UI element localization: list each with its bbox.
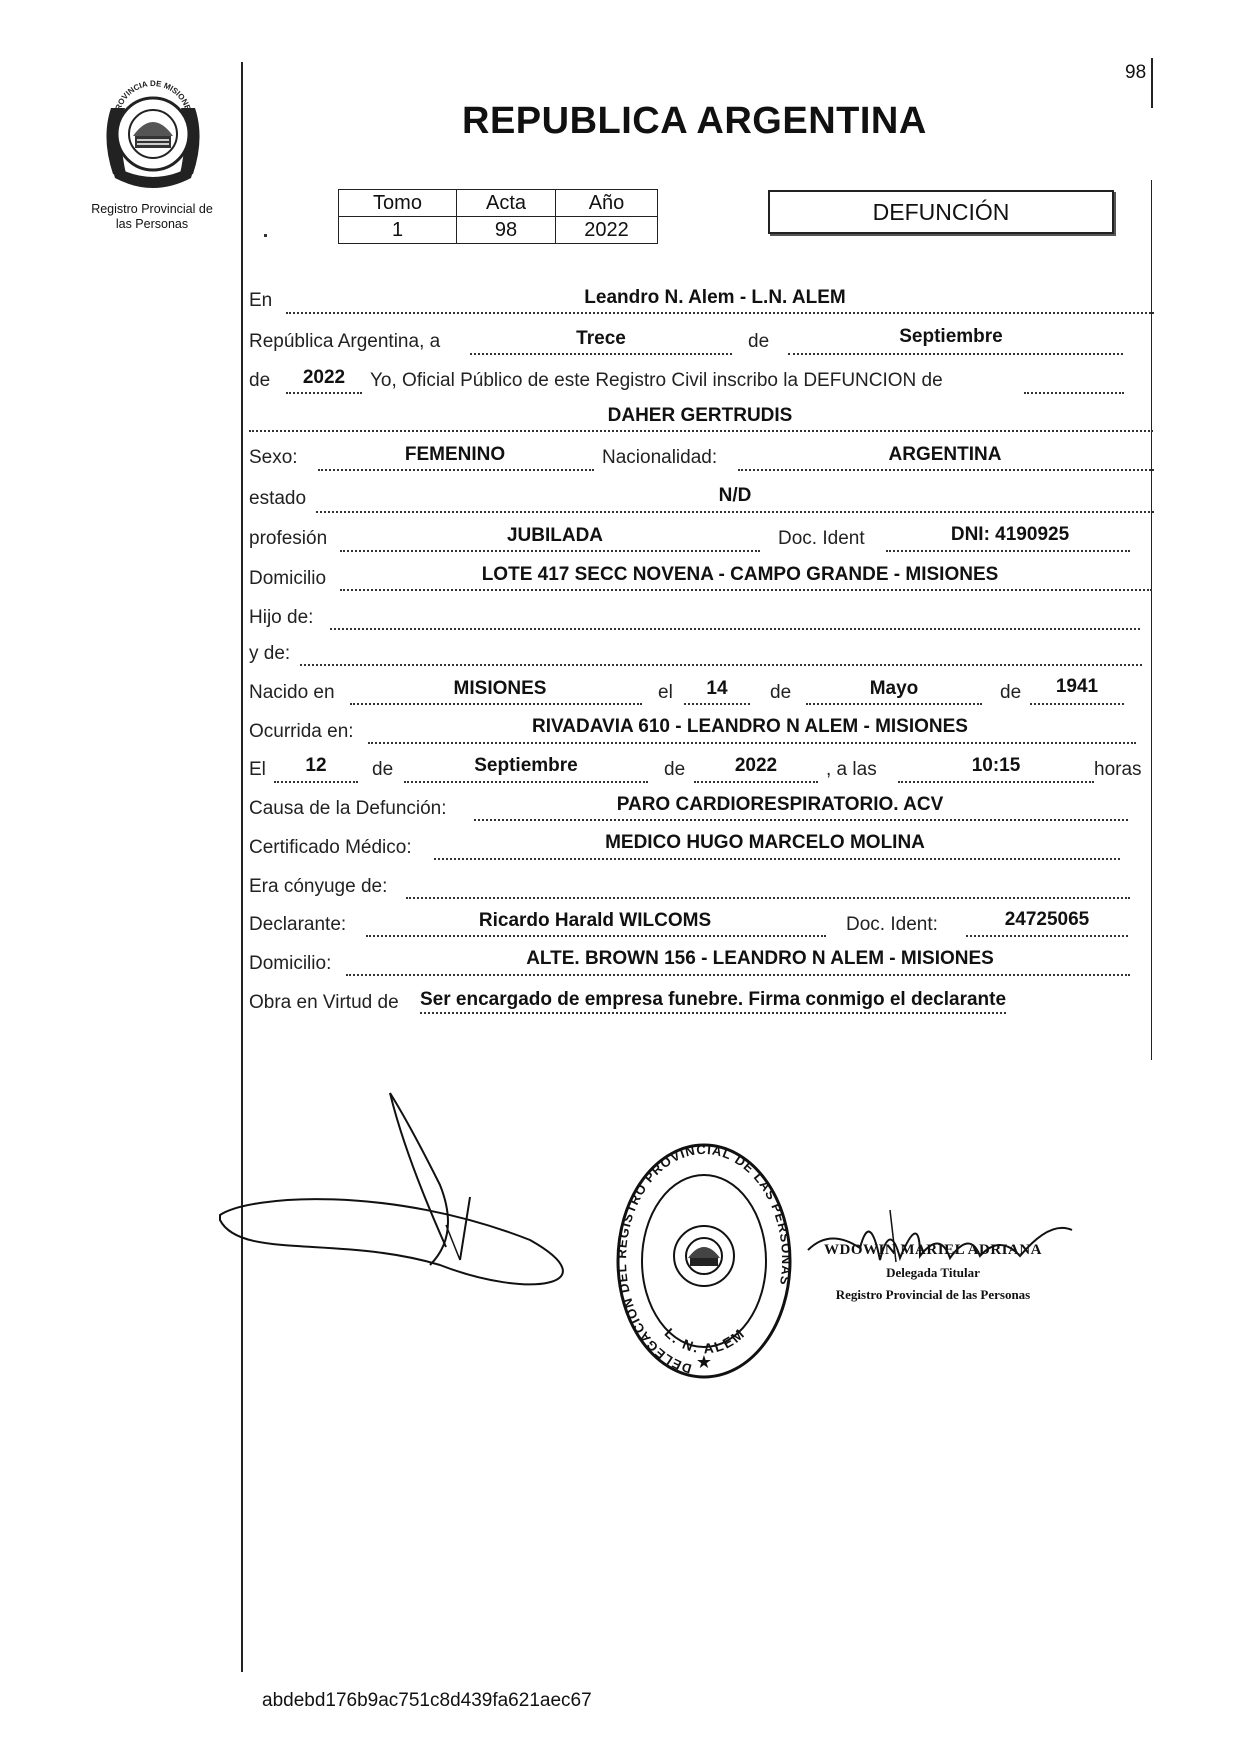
value-nacido-anio: 1941 (1055, 676, 1099, 697)
right-margin-line (1151, 58, 1153, 108)
svg-text:L. N. ALEM: L. N. ALEM (661, 1324, 749, 1357)
value-certificado: MEDICO HUGO MARCELO MOLINA (605, 832, 925, 853)
record-header-anio: Año (556, 190, 658, 217)
declarant-signature (210, 1085, 590, 1325)
value-declarante-domicilio: ALTE. BROWN 156 - LEANDRO N ALEM - MISIONES (526, 948, 994, 969)
record-value-acta: 98 (457, 217, 556, 244)
label-profesion: profesión (249, 528, 328, 549)
dotted-line (966, 935, 1128, 937)
record-header-acta: Acta (457, 190, 556, 217)
label-el: el (658, 682, 673, 703)
signatory-name: WDOWIN MARIEL ADRIANA (823, 1242, 1043, 1258)
dotted-line (340, 589, 1152, 591)
act-type-label: DEFUNCIÓN (872, 199, 1010, 225)
dotted-line (684, 703, 750, 705)
page-number: 98 (1125, 62, 1147, 83)
value-declarante: Ricardo Harald WILCOMS (478, 910, 712, 931)
official-stamp (612, 1140, 796, 1382)
label-doc-ident-declarante: Doc. Ident: (846, 914, 938, 935)
act-type-box (768, 190, 1114, 234)
value-nacido-dia: 14 (706, 678, 728, 699)
signatory-block (806, 1242, 1060, 1303)
province-logo (97, 78, 209, 192)
label-domicilio: Domicilio (249, 568, 327, 589)
dotted-line (898, 781, 1094, 783)
dot-mark (264, 234, 267, 237)
value-hora: 10:15 (971, 755, 1021, 776)
dotted-line (886, 550, 1130, 552)
dotted-line (1030, 703, 1124, 705)
label-estado: estado (249, 488, 307, 509)
dotted-line (470, 353, 732, 355)
svg-text:DELEGACION DEL REGISTRO PROVIN: DELEGACION DEL REGISTRO PROVINCIAL DE LAS PERSONAS (613, 1141, 795, 1377)
dotted-line (249, 430, 1153, 432)
value-virtud: Ser encargado de empresa funebre. Firma conmigo el declarante (420, 989, 1006, 1014)
label-certificado: Certificado Médico: (249, 837, 412, 858)
value-ocurrida: RIVADAVIA 610 - LEANDRO N ALEM - MISIONES (532, 716, 968, 737)
dotted-line (806, 703, 982, 705)
dotted-line (738, 469, 1154, 471)
dotted-line (274, 781, 358, 783)
province-seal-icon (97, 78, 209, 192)
value-nacionalidad: ARGENTINA (888, 444, 1002, 465)
label-obra-en-virtud: Obra en Virtud de (249, 992, 399, 1013)
page-title: REPUBLICA ARGENTINA (462, 100, 927, 142)
signatory-org: Registro Provincial de las Personas (835, 1287, 1031, 1302)
value-sexo: FEMENINO (404, 444, 506, 465)
value-fallec-anio: 2022 (734, 755, 778, 776)
dotted-line (406, 897, 1130, 899)
left-margin-line (241, 62, 243, 1672)
label-causa: Causa de la Defunción: (249, 798, 447, 819)
label-y-de: y de: (249, 643, 291, 664)
label-de-fallec-anio: de (664, 759, 686, 780)
value-causa: PARO CARDIORESPIRATORIO. ACV (616, 794, 944, 815)
label-republica: República Argentina, a (249, 331, 441, 352)
label-nacionalidad: Nacionalidad: (602, 447, 718, 468)
signatory-role: Delegada Titular (886, 1265, 980, 1280)
value-dia: Trece (576, 328, 626, 349)
label-de-nacido-mes: de (770, 682, 792, 703)
label-hijo-de: Hijo de: (249, 607, 314, 628)
dotted-line (434, 858, 1120, 860)
value-fallec-mes: Septiembre (474, 755, 578, 776)
dotted-line (340, 550, 760, 552)
record-table (338, 189, 658, 244)
value-estado: N/D (718, 485, 752, 506)
value-profesion: JUBILADA (506, 525, 604, 546)
value-nombre: DAHER GERTRUDIS (607, 405, 793, 426)
label-horas: horas (1094, 759, 1142, 780)
dotted-line (404, 781, 648, 783)
dotted-line (694, 781, 818, 783)
label-nacido-en: Nacido en (249, 682, 335, 703)
dotted-line (366, 935, 826, 937)
value-nacido-lugar: MISIONES (453, 678, 547, 699)
dotted-line (368, 742, 1136, 744)
value-doc: DNI: 4190925 (950, 524, 1070, 545)
record-header-tomo: Tomo (339, 190, 457, 217)
label-a-las: , a las (826, 759, 877, 780)
label-de-mes: de (748, 331, 770, 352)
dotted-line (318, 469, 594, 471)
label-de-fallec-mes: de (372, 759, 394, 780)
value-domicilio: LOTE 417 SECC NOVENA - CAMPO GRANDE - MISIONES (481, 564, 999, 585)
dotted-line (286, 312, 1154, 314)
dotted-line (788, 353, 1123, 355)
registry-name-line2: las Personas (115, 217, 189, 231)
label-sexo: Sexo: (249, 447, 298, 468)
dotted-line (300, 664, 1142, 666)
label-en: En (249, 290, 273, 311)
registry-name (64, 202, 240, 232)
value-fallec-dia: 12 (305, 755, 327, 776)
label-de-anio: de (249, 370, 271, 391)
label-domicilio-declarante: Domicilio: (249, 953, 332, 974)
svg-text:★: ★ (695, 1352, 713, 1372)
label-de-nacido-anio: de (1000, 682, 1022, 703)
label-doc-ident: Doc. Ident (778, 528, 865, 549)
document-hash: abdebd176b9ac751c8d439fa621aec67 (262, 1690, 592, 1711)
svg-text:PROVINCIA DE MISIONES: PROVINCIA DE MISIONES (112, 78, 194, 117)
dotted-line (346, 974, 1130, 976)
value-anio: 2022 (302, 367, 346, 388)
registry-name-line1: Registro Provincial de (91, 202, 213, 216)
stamp-seal-icon (674, 1226, 734, 1286)
label-declarante: Declarante: (249, 914, 347, 935)
dotted-line (316, 511, 1154, 513)
value-lugar: Leandro N. Alem - L.N. ALEM (584, 287, 846, 308)
label-el-fallec: El (249, 759, 266, 780)
record-value-anio: 2022 (556, 217, 658, 244)
dotted-line (350, 703, 642, 705)
label-ocurrida-en: Ocurrida en: (249, 721, 354, 742)
value-declarante-doc: 24725065 (1004, 909, 1090, 930)
dotted-line (474, 819, 1128, 821)
value-mes: Septiembre (899, 326, 1003, 347)
dotted-line (286, 392, 362, 394)
dotted-line (1024, 392, 1124, 394)
dotted-line (330, 628, 1140, 630)
value-nacido-mes: Mayo (869, 678, 919, 699)
record-value-tomo: 1 (339, 217, 457, 244)
label-conyuge: Era cónyuge de: (249, 876, 388, 897)
label-yo-oficial: Yo, Oficial Público de este Registro Civil inscribo la DEFUNCION de (370, 370, 943, 391)
